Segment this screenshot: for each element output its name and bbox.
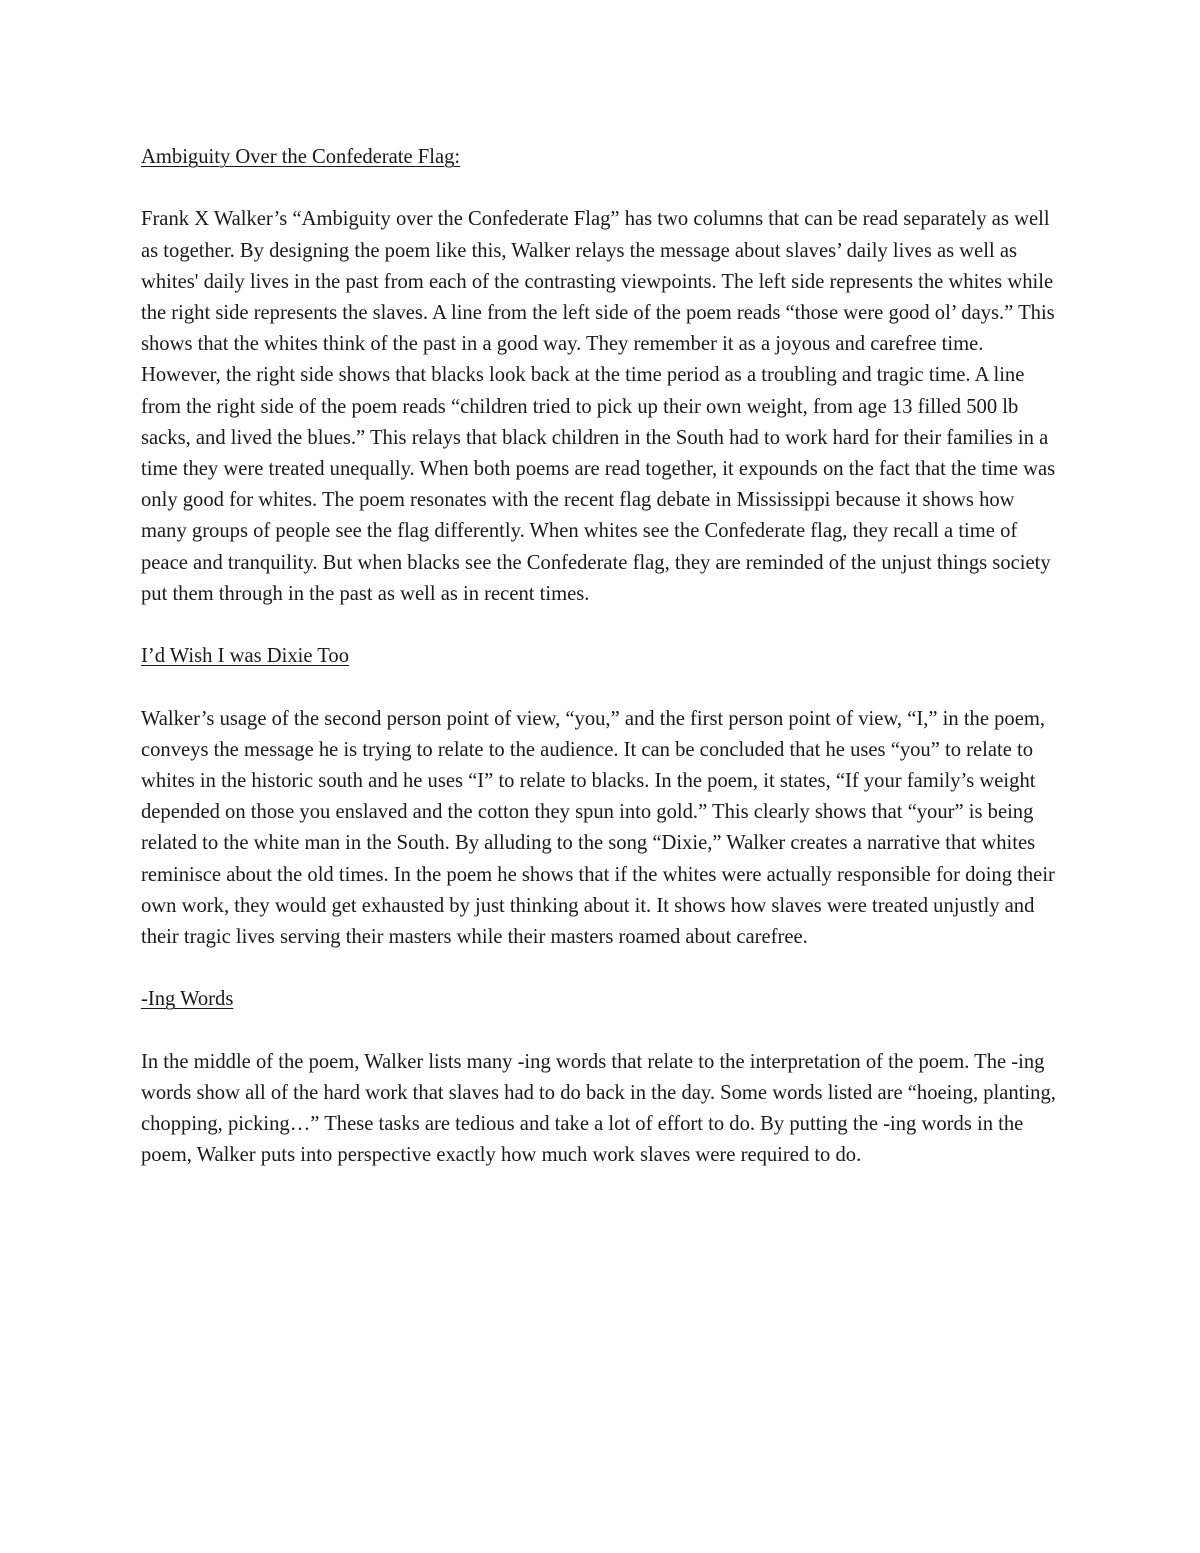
spacer: [141, 672, 1061, 703]
section-heading-ing-words: -Ing Words: [141, 988, 234, 1011]
spacer: [141, 1016, 1061, 1047]
section-paragraph-ambiguity: Frank X Walker’s “Ambiguity over the Confederate Flag” has two columns that can be read separately as well as together. By designing the poem like this, Walker relays the message about slaves’ daily lives as well as whites' daily lives in the past from each of the contrasting viewpoints. The left side represents the whites while the right side represents the slaves. A line from the left side of the poem reads “those were good ol’ days.” This shows that the whites think of the past in a good way. They remember it as a joyous and carefree time. However, the right side shows that blacks look back at the time period as a troubling and tragic time. A line from the right side of the poem reads “children tried to pick up their own weight, from age 13 filled 500 lb sacks, and lived the blues.” This relays that black children in the South had to work hard for their families in a time they were treated unequally. When both poems are read together, it expounds on the fact that the time was only good for whites. The poem resonates with the recent flag debate in Mississippi because it shows how many groups of people see the flag differently. When whites see the Confederate flag, they recall a time of peace and tranquility. But when blacks see the Confederate flag, they are reminded of the unjust things society put them through in the past as well as in recent times.: [141, 208, 1056, 605]
section-paragraph-ing-words: In the middle of the poem, Walker lists many -ing words that relate to the interpretation of the poem. The -ing words show all of the hard work that slaves had to do back in the day. Some words listed are “hoeing, planting, chopping, picking…” These tasks are tedious and take a lot of effort to do. By putting the -ing words in the poem, Walker puts into perspective exactly how much work slaves were required to do.: [141, 1050, 1056, 1167]
spacer: [141, 173, 1061, 204]
spacer: [141, 953, 1061, 984]
section-heading-ambiguity: Ambiguity Over the Confederate Flag:: [141, 146, 461, 168]
section-heading-dixie: I’d Wish I was Dixie Too: [141, 645, 350, 668]
section-paragraph-dixie: Walker’s usage of the second person point of view, “you,” and the first person point of view, “I,” in the poem, conveys the message he is trying to relate to the audience. It can be concluded that he uses “you” to relate to whites in the historic south and he uses “I” to relate to blacks. In the poem, it states, “If your family’s weight depended on those you enslaved and the cotton they spun into gold.” This clearly shows that “your” is being related to the white man in the South. By alluding to the song “Dixie,” Walker creates a narrative that whites reminisce about the old times. In the poem he shows that if the whites were actually responsible for doing their own work, they would get exhausted by just thinking about it. It shows how slaves were treated unjustly and their tragic lives serving their masters while their masters roamed about carefree.: [141, 707, 1055, 949]
document-body: [141, 142, 1061, 1172]
spacer: [141, 610, 1061, 641]
